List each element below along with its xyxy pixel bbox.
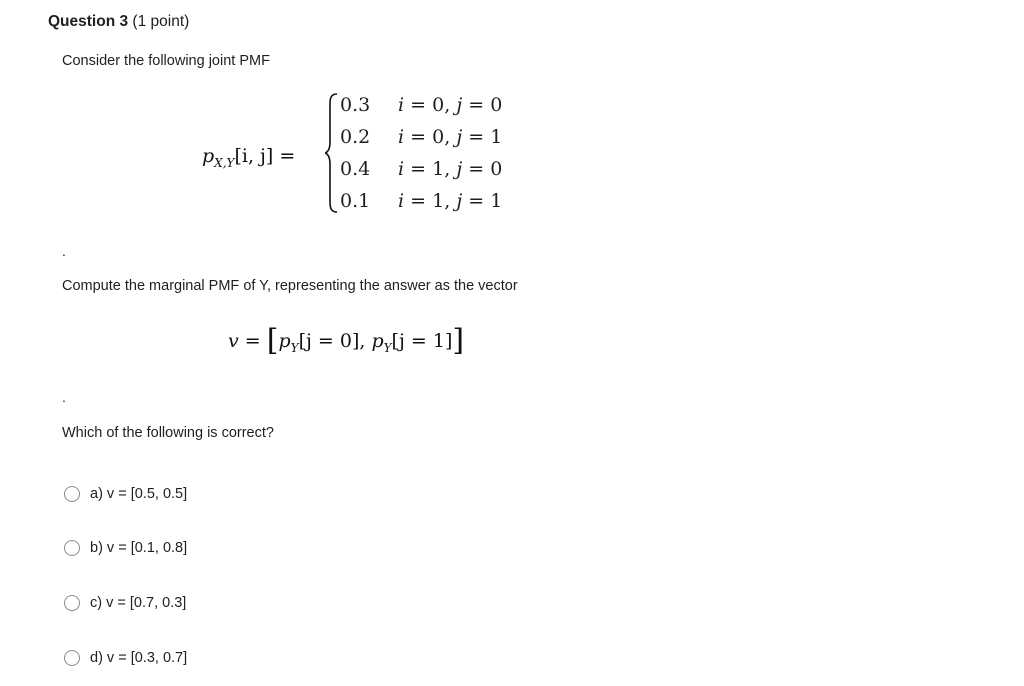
pmf-case-value: 0.4 [340,158,371,180]
vector-first-arg: [j = 0], [298,330,366,352]
vector-lhs: v = [228,330,261,352]
pmf-case-condition: i = 1, j = 0 [398,158,503,180]
option-label: d) v = [0.3, 0.7] [90,650,188,666]
pmf-case-value: 0.3 [340,94,371,116]
question-points: (1 point) [132,13,190,30]
pmf-lhs [202,144,295,175]
radio-button-icon[interactable] [64,540,80,556]
right-bracket-icon: ] [452,323,465,358]
separator-dot: . [62,243,66,259]
prompt-intro: Consider the following joint PMF [62,53,270,69]
question-header [48,12,189,32]
option-a[interactable] [64,483,187,505]
question-title: Question 3 [48,13,129,30]
radio-button-icon[interactable] [64,486,80,502]
separator-dot: . [62,389,66,405]
pmf-case-condition: i = 1, j = 1 [398,190,503,212]
pmf-p: p [202,145,215,167]
pmf-cases [340,92,502,220]
vector-second-arg: [j = 1] [391,330,453,352]
left-brace-icon [325,92,339,214]
pmf-case-value: 0.1 [340,190,371,212]
pmf-subscript: X,Y [214,155,235,170]
option-c[interactable] [64,592,186,614]
option-label: b) v = [0.1, 0.8] [90,540,188,556]
pmf-case-condition: i = 0, j = 0 [398,94,503,116]
pmf-case-value: 0.2 [340,126,371,148]
radio-button-icon[interactable] [64,595,80,611]
pmf-args: [i, j] = [234,145,296,167]
pmf-case-row [340,124,502,156]
prompt-task: Compute the marginal PMF of Y, representing the answer as the vector [62,278,518,294]
option-label: c) v = [0.7, 0.3] [90,595,187,611]
vector-equation: $v = [p_Y[j = 0]$, $p_Y[j = 1]$] [228,323,465,358]
pmf-case-row [340,92,502,124]
option-d[interactable] [64,647,187,669]
prompt-which: Which of the following is correct? [62,425,274,441]
left-bracket-icon: [ [266,323,279,358]
pmf-case-row [340,156,502,188]
option-label: a) v = [0.5, 0.5] [90,486,188,502]
option-b[interactable] [64,537,187,559]
radio-button-icon[interactable] [64,650,80,666]
pmf-case-condition: i = 0, j = 1 [398,126,503,148]
pmf-case-row [340,188,502,220]
